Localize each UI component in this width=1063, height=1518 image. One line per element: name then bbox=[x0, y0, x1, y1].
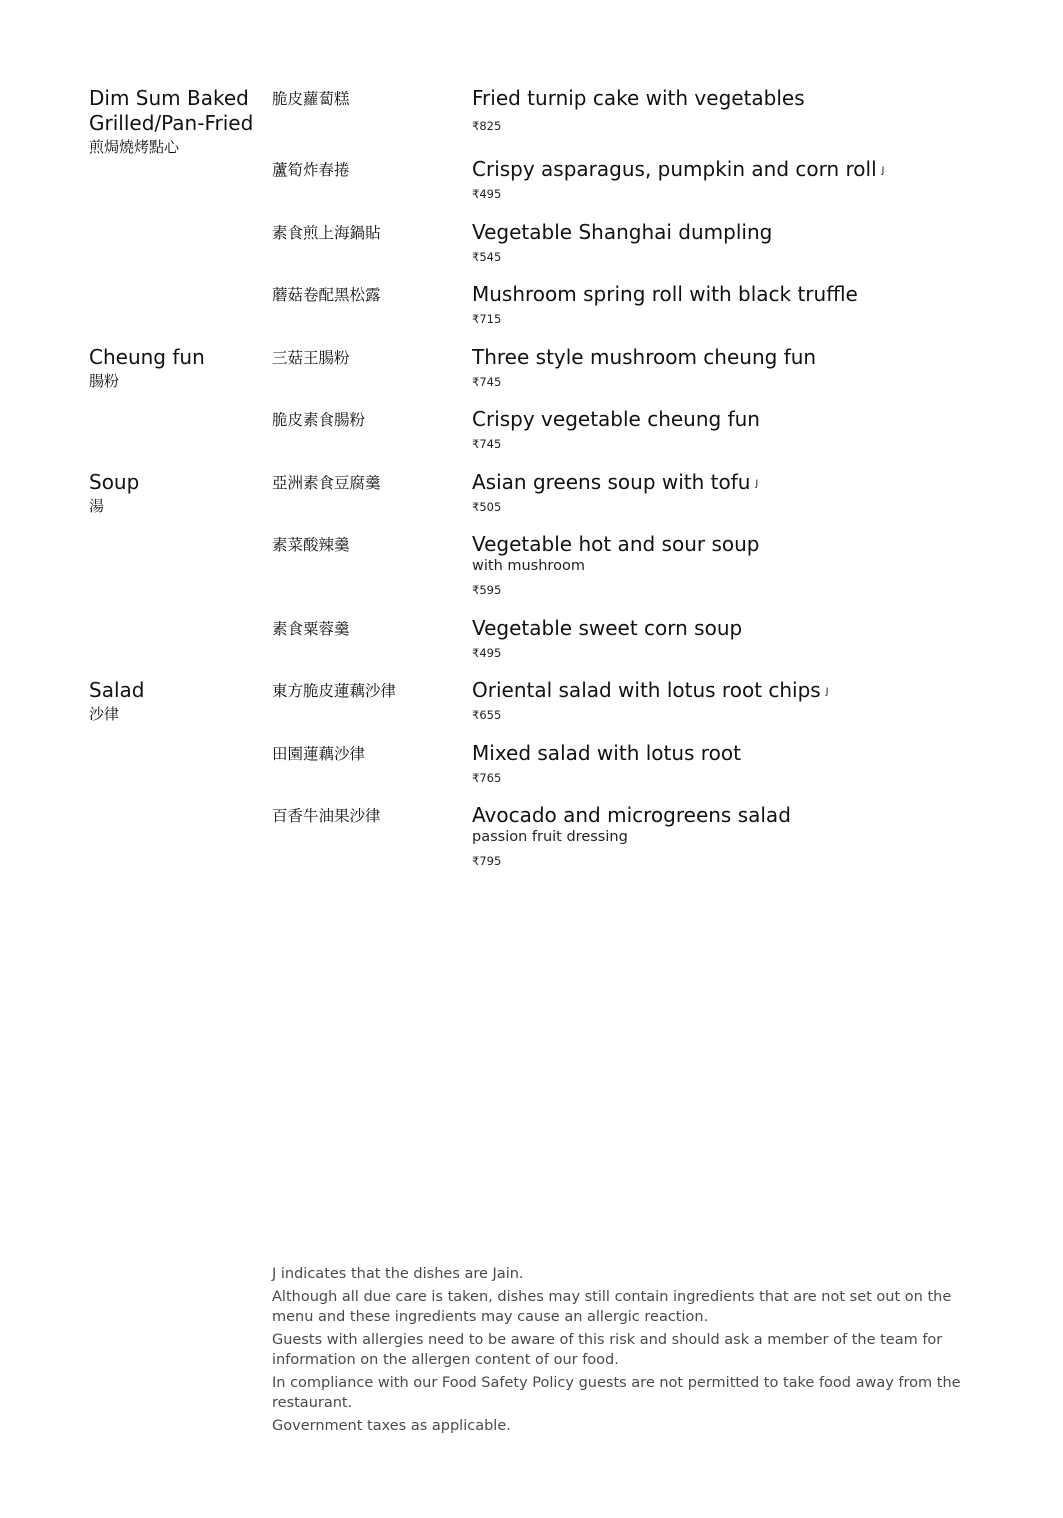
note-food-safety: In compliance with our Food Safety Policy guests are not permitted to take food away from the restaurant. bbox=[272, 1374, 961, 1411]
section-title-zh: 沙律 bbox=[89, 705, 120, 723]
item-name-en: Three style mushroom cheung fun bbox=[472, 345, 817, 369]
item-description: passion fruit dressing bbox=[472, 829, 628, 845]
item-name-en: Fried turnip cake with vegetables bbox=[472, 86, 805, 110]
item-price: ₹495 bbox=[472, 187, 502, 201]
section-soup bbox=[89, 470, 269, 516]
section-title-zh: 腸粉 bbox=[89, 372, 120, 390]
note-taxes: Government taxes as applicable. bbox=[272, 1417, 511, 1434]
item-price: ₹495 bbox=[472, 646, 502, 660]
item-name-zh: 田園蓮藕沙律 bbox=[272, 745, 366, 763]
item-name-en: Crispy asparagus, pumpkin and corn roll $^J$ bbox=[472, 157, 885, 181]
item-price: ₹595 bbox=[472, 583, 502, 597]
item-name-en: Oriental salad with lotus root chips $^J$ bbox=[472, 678, 829, 702]
item-price: ₹545 bbox=[472, 250, 502, 264]
item-name-en: Mushroom spring roll with black truffle bbox=[472, 282, 858, 306]
item-price: ₹825 bbox=[472, 119, 502, 133]
section-title-en: Soup bbox=[89, 470, 140, 494]
item-price: ₹505 bbox=[472, 500, 502, 514]
jain-mark: J bbox=[755, 479, 759, 489]
jain-mark: J bbox=[825, 687, 829, 697]
item-price: ₹745 bbox=[472, 437, 502, 451]
item-price: ₹715 bbox=[472, 312, 502, 326]
item-price: ₹765 bbox=[472, 771, 502, 785]
note-jain: J indicates that the dishes are Jain. bbox=[272, 1266, 524, 1282]
section-title-zh: 湯 bbox=[89, 497, 105, 515]
item-name-zh: 蘆筍炸春捲 bbox=[272, 161, 350, 179]
section-dim-sum bbox=[89, 86, 269, 157]
item-name-zh: 素食煎上海鍋貼 bbox=[272, 224, 381, 242]
item-name-en: Vegetable hot and sour soup bbox=[472, 532, 760, 556]
section-salad bbox=[89, 678, 269, 724]
section-title-en: Salad bbox=[89, 678, 145, 702]
section-title-zh: 煎焗燒烤點心 bbox=[89, 138, 180, 156]
item-name-en: Avocado and microgreens salad bbox=[472, 803, 791, 827]
item-name-en: Crispy vegetable cheung fun bbox=[472, 407, 760, 431]
item-name-zh: 亞洲素食豆腐羹 bbox=[272, 474, 381, 492]
item-name-zh: 百香牛油果沙律 bbox=[272, 807, 381, 825]
section-cheung-fun bbox=[89, 345, 269, 391]
item-name-en: Mixed salad with lotus root bbox=[472, 741, 741, 765]
item-name-zh: 素菜酸辣羹 bbox=[272, 536, 350, 554]
jain-mark: J bbox=[881, 166, 885, 176]
section-title-en: Cheung fun bbox=[89, 345, 205, 369]
section-title-en: Dim Sum Baked Grilled/Pan-Fried bbox=[89, 86, 254, 135]
item-name-en: Vegetable sweet corn soup bbox=[472, 616, 743, 640]
item-price: ₹655 bbox=[472, 708, 502, 722]
item-price: ₹795 bbox=[472, 854, 502, 868]
item-name-zh: 脆皮蘿蔔糕 bbox=[272, 90, 350, 108]
footer-notes bbox=[272, 1264, 962, 1438]
item-price: ₹745 bbox=[472, 375, 502, 389]
note-allergy-guests: Guests with allergies need to be aware of this risk and should ask a member of the team for information on the allergen content of our food. bbox=[272, 1331, 943, 1368]
item-name-zh: 素食粟蓉羹 bbox=[272, 620, 350, 638]
item-name-zh: 脆皮素食腸粉 bbox=[272, 411, 366, 429]
item-name-zh: 蘑菇卷配黑松露 bbox=[272, 286, 381, 304]
item-name-en: Vegetable Shanghai dumpling bbox=[472, 220, 773, 244]
item-description: with mushroom bbox=[472, 558, 585, 574]
note-allergy: Although all due care is taken, dishes may still contain ingredients that are not set out on the menu and these ingredients may cause an allergic reaction. bbox=[272, 1288, 952, 1325]
item-name-zh: 三菇王腸粉 bbox=[272, 349, 350, 367]
item-name-zh: 東方脆皮蓮藕沙律 bbox=[272, 682, 397, 700]
item-name-en: Asian greens soup with tofu $^J$ bbox=[472, 470, 759, 494]
